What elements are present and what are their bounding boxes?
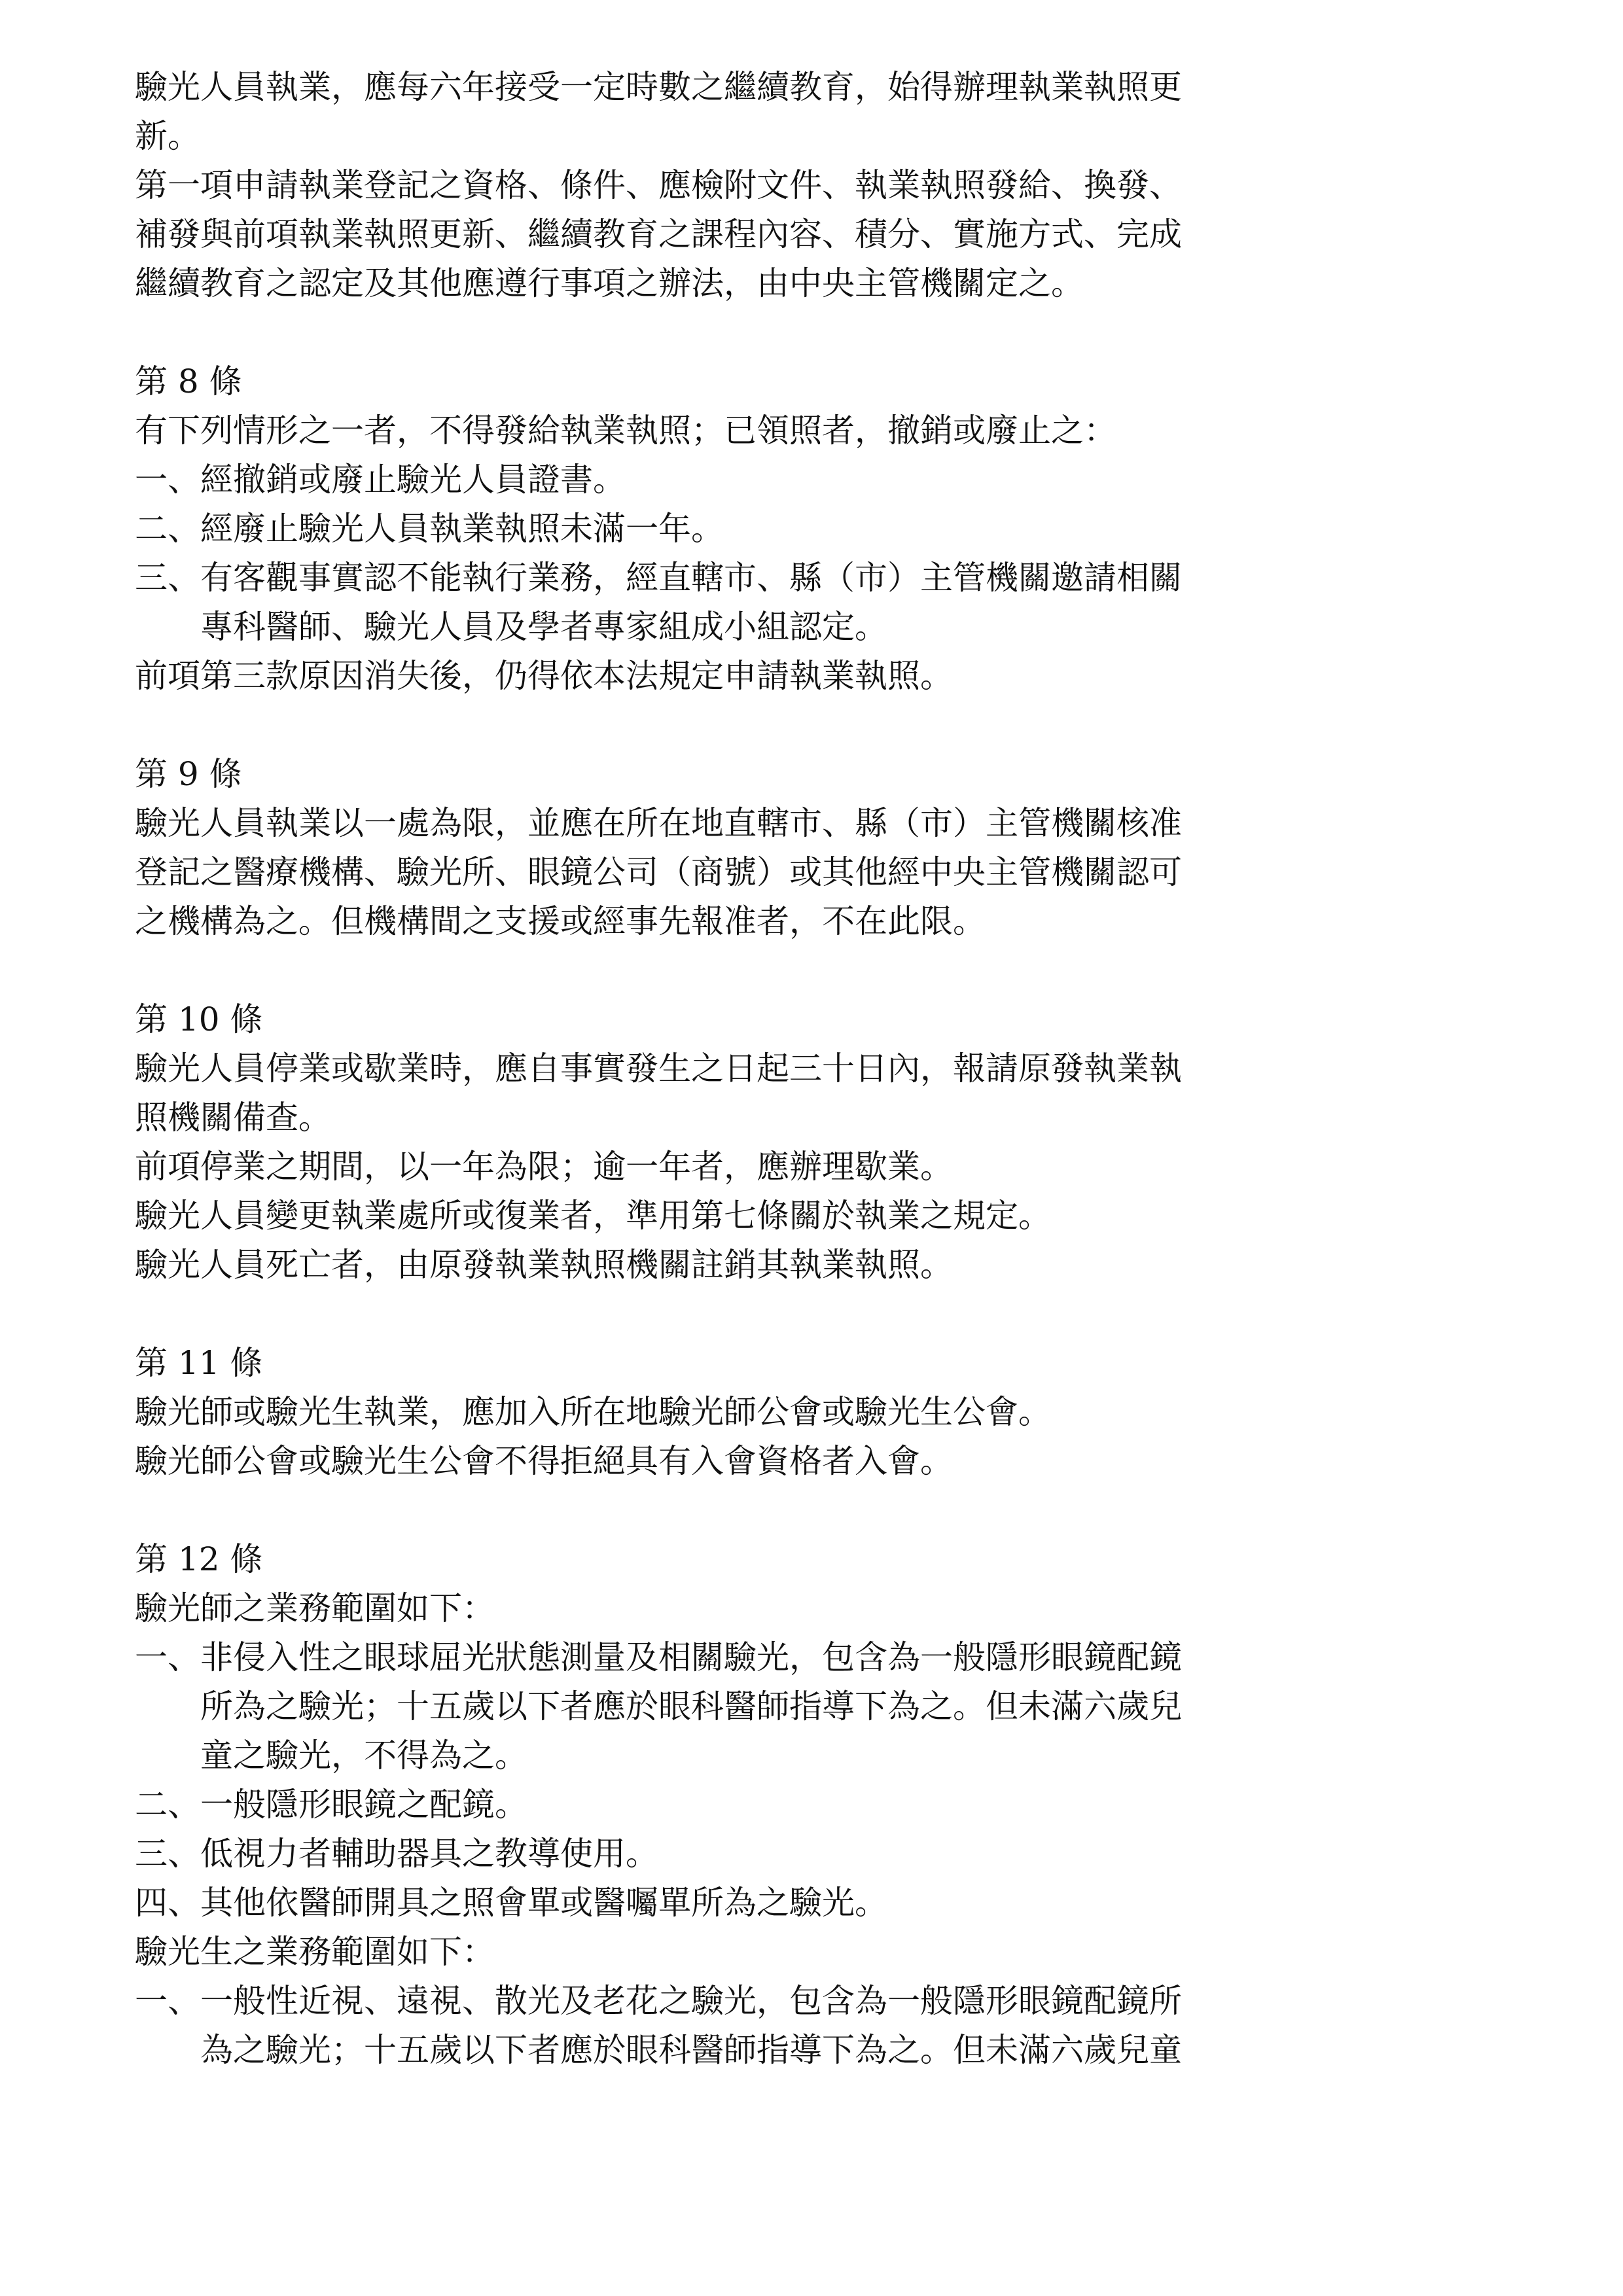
- text-line: 驗光生之業務範圍如下：: [135, 1933, 495, 1971]
- text-line: 專科醫師、驗光人員及學者專家組成小組認定。: [200, 608, 887, 646]
- text-line: 有下列情形之一者，不得發給執業執照；已領照者，撤銷或廢止之：: [135, 412, 1116, 450]
- article-heading: 第 12 條: [135, 1540, 263, 1578]
- text-line: 新。: [135, 117, 200, 155]
- text-line: 照機關備查。: [135, 1099, 331, 1137]
- text-line: 之機構為之。但機構間之支援或經事先報准者，不在此限。: [135, 902, 986, 940]
- section-gap: [135, 308, 1195, 357]
- section-gap: [135, 1486, 1195, 1535]
- text-line: 所為之驗光；十五歲以下者應於眼科醫師指導下為之。但未滿六歲兒: [200, 1687, 1182, 1725]
- text-line: 一、經撤銷或廢止驗光人員證書。: [135, 461, 626, 499]
- text-line: 驗光師之業務範圍如下：: [135, 1589, 495, 1627]
- text-line: 補發與前項執業執照更新、繼續教育之課程內容、積分、實施方式、完成: [135, 215, 1182, 253]
- section-gap: [135, 946, 1195, 995]
- text-line: 驗光人員死亡者，由原發執業執照機關註銷其執業執照。: [135, 1246, 953, 1284]
- article-heading: 第 10 條: [135, 1000, 263, 1038]
- text-line: 驗光人員變更執業處所或復業者，準用第七條關於執業之規定。: [135, 1197, 1051, 1235]
- text-line: 登記之醫療機構、驗光所、眼鏡公司（商號）或其他經中央主管機關認可: [135, 853, 1182, 891]
- article-heading: 第 11 條: [135, 1344, 263, 1382]
- section-gap: [135, 1290, 1195, 1339]
- document-page: [135, 63, 1195, 2075]
- text-line: 前項停業之期間，以一年為限；逾一年者，應辦理歇業。: [135, 1148, 953, 1186]
- document-body: [135, 63, 1195, 2075]
- text-line: 驗光人員停業或歇業時，應自事實發生之日起三十日內，報請原發執業執: [135, 1050, 1182, 1087]
- text-line: 驗光人員執業以一處為限，並應在所在地直轄市、縣（市）主管機關核准: [135, 804, 1182, 842]
- article-heading: 第 9 條: [135, 755, 242, 793]
- text-line: 驗光人員執業，應每六年接受一定時數之繼續教育，始得辦理執業執照更: [135, 68, 1182, 106]
- text-line: 童之驗光，不得為之。: [200, 1737, 527, 1775]
- text-line: 三、有客觀事實認不能執行業務，經直轄市、縣（市）主管機關邀請相關: [135, 559, 1182, 597]
- text-line: 第一項申請執業登記之資格、條件、應檢附文件、執業執照發給、換發、: [135, 166, 1182, 204]
- article-heading: 第 8 條: [135, 362, 242, 400]
- text-line: 驗光師或驗光生執業，應加入所在地驗光師公會或驗光生公會。: [135, 1393, 1051, 1431]
- text-line: 一、一般性近視、遠視、散光及老花之驗光，包含為一般隱形眼鏡配鏡所: [135, 1982, 1182, 2020]
- text-line: 一、非侵入性之眼球屈光狀態測量及相關驗光，包含為一般隱形眼鏡配鏡: [135, 1638, 1182, 1676]
- text-line: 為之驗光；十五歲以下者應於眼科醫師指導下為之。但未滿六歲兒童: [200, 2031, 1182, 2069]
- text-line: 二、經廢止驗光人員執業執照未滿一年。: [135, 510, 724, 548]
- text-line: 四、其他依醫師開具之照會單或醫囑單所為之驗光。: [135, 1884, 887, 1922]
- section-gap: [135, 701, 1195, 750]
- text-line: 驗光師公會或驗光生公會不得拒絕具有入會資格者入會。: [135, 1442, 953, 1480]
- text-line: 繼續教育之認定及其他應遵行事項之辦法，由中央主管機關定之。: [135, 264, 1084, 302]
- text-line: 三、低視力者輔助器具之教導使用。: [135, 1835, 658, 1873]
- text-line: 二、一般隱形眼鏡之配鏡。: [135, 1786, 527, 1824]
- text-line: 前項第三款原因消失後，仍得依本法規定申請執業執照。: [135, 657, 953, 695]
